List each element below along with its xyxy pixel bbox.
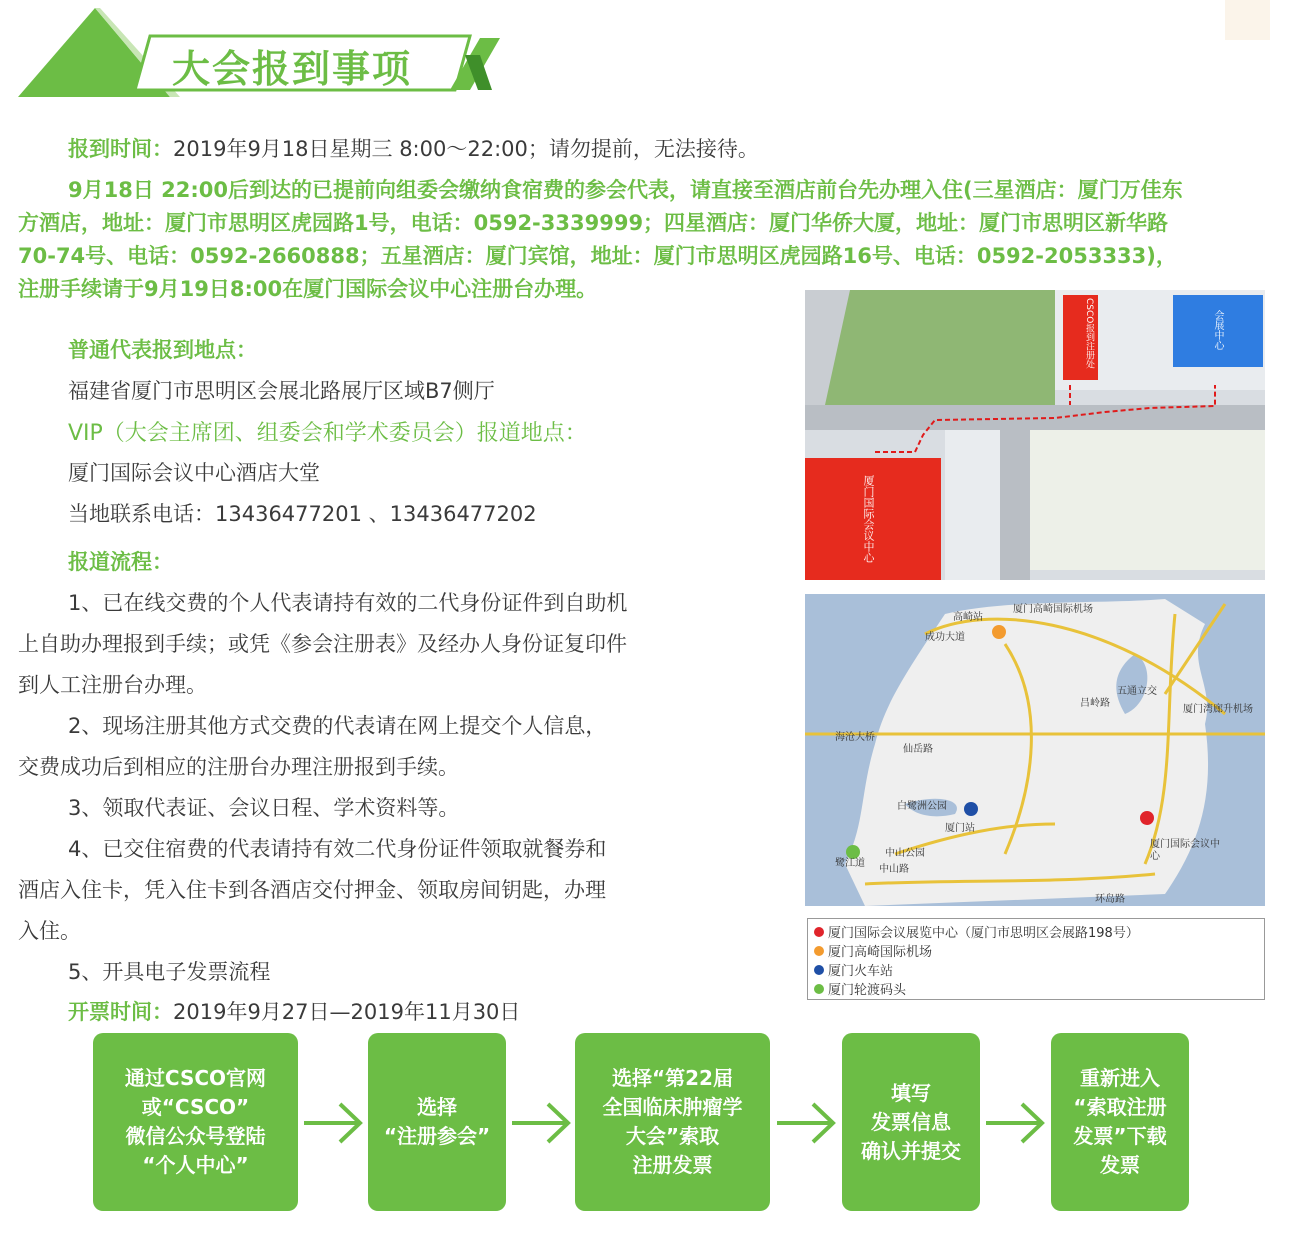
process-line: 交费成功后到相应的注册台办理注册报到手续。: [18, 755, 459, 779]
legend-text: 厦门国际会议展览中心（厦门市思明区会展路198号）: [828, 926, 1139, 941]
general-location-label: 普通代表报到地点：: [68, 338, 257, 362]
legend-text: 厦门高崎国际机场: [828, 945, 933, 960]
notice-line: 9月18日 22:00后到达的已提前向组委会缴纳食宿费的参会代表，请直接至酒店前台先办理入住(三星酒店：厦门万佳东: [68, 178, 1183, 202]
legend-dot-icon: [814, 946, 824, 956]
city-map-label: 中山路: [879, 864, 909, 875]
flow-step-text: 大会”索取: [625, 1124, 720, 1148]
corner-decoration: [1225, 0, 1270, 40]
legend-text: 厦门火车站: [828, 964, 894, 979]
general-location-address: 福建省厦门市思明区会展北路展厅区域B7侧厅: [68, 379, 495, 403]
flow-step-text: 选择: [416, 1095, 457, 1119]
flow-step-text: 通过CSCO官网: [124, 1066, 267, 1090]
flow-step-text: 发票信息: [871, 1109, 951, 1134]
city-map-label: 白鹭洲公园: [897, 801, 947, 812]
flow-step-request-invoice: [575, 1033, 770, 1211]
flow-step-text: 微信公众号登陆: [125, 1124, 266, 1148]
site-map-label: 厦门国际会议中心: [862, 475, 875, 563]
legend-dot-icon: [814, 965, 824, 975]
city-map-label: 厦门湾廊升机场: [1183, 704, 1253, 715]
flow-arrow-icon: [302, 1098, 364, 1148]
city-map-label: 高崎站: [953, 612, 983, 623]
page-title: 大会报到事项: [172, 47, 413, 91]
notice-line: 方酒店，地址：厦门市思明区虎园路1号，电话：0592-3339999；四星酒店：厦门华侨大厦，地址：厦门市思明区新华路: [18, 211, 1169, 235]
flow-step-text: 或“CSCO”: [141, 1095, 250, 1119]
flow-step-text: 注册发票: [632, 1153, 713, 1177]
flow-step-fill-info: [842, 1033, 980, 1211]
process-line: 酒店入住卡，凭入住卡到各酒店交付押金、领取房间钥匙，办理: [18, 878, 606, 902]
flow-step-text: “索取注册: [1073, 1095, 1167, 1119]
notice-line: 注册手续请于9月19日8:00在厦门国际会议中心注册台办理。: [18, 277, 598, 301]
flow-step-text: 发票”下载: [1073, 1124, 1167, 1148]
city-map-label: 鹭江道: [835, 858, 865, 869]
city-map-label: 厦门高崎国际机场: [1013, 604, 1093, 615]
invoice-time-label: 开票时间：: [68, 1000, 173, 1024]
process-line: 4、已交住宿费的代表请持有效二代身份证件领取就餐券和: [68, 837, 607, 861]
city-map-label: 环岛路: [1095, 894, 1125, 905]
flow-step-text: 填写: [891, 1080, 931, 1105]
map-legend: [807, 918, 1265, 1000]
invoice-time-value: 2019年9月27日—2019年11月30日: [173, 1000, 521, 1024]
flow-step-text: 确认并提交: [861, 1138, 961, 1163]
flow-step-text: 发票: [1100, 1153, 1140, 1177]
process-line: 1、已在线交费的个人代表请持有效的二代身份证件到自助机: [68, 591, 628, 615]
legend-item: [814, 922, 1139, 941]
process-line: 上自助办理报到手续；或凭《参会注册表》及经办人身份证复印件: [18, 632, 627, 656]
vip-location-address: 厦门国际会议中心酒店大堂: [68, 461, 320, 485]
city-map: [805, 594, 1265, 906]
legend-text: 厦门轮渡码头: [828, 983, 907, 998]
flow-step-text: 全国临床肿瘤学: [602, 1095, 743, 1119]
flow-step-text: 重新进入: [1080, 1066, 1160, 1090]
process-line: 5、开具电子发票流程: [68, 960, 271, 984]
report-time-value: 2019年9月18日星期三 8:00～22:00；请勿提前，无法接待。: [173, 137, 759, 161]
flow-step-register: [368, 1033, 506, 1211]
city-map-label: 厦门国际会议中心: [1150, 839, 1220, 862]
venue-site-map: [805, 290, 1265, 580]
flow-arrow-icon: [984, 1098, 1046, 1148]
city-map-label: 仙岳路: [903, 744, 933, 755]
flow-step-text: 选择“第22届: [612, 1066, 733, 1090]
flow-arrow-icon: [775, 1098, 837, 1148]
process-line: 到人工注册台办理。: [18, 673, 207, 697]
flow-step-download-invoice: [1051, 1033, 1189, 1211]
legend-item: [814, 941, 932, 960]
process-line: 入住。: [18, 919, 81, 943]
report-time-label: 报到时间：: [68, 137, 173, 161]
contact-phone: 当地联系电话：13436477201 、13436477202: [68, 502, 537, 526]
flow-step-text: “个人中心”: [142, 1153, 249, 1177]
site-map-label: CSCO报到注册处: [1084, 298, 1094, 369]
city-map-label: 五通立交: [1117, 686, 1157, 697]
city-map-label: 厦门站: [945, 823, 975, 834]
flow-step-text: “注册参会”: [383, 1124, 491, 1148]
process-label: 报道流程：: [68, 550, 173, 574]
city-map-label: 吕岭路: [1080, 698, 1110, 709]
flow-step-login: [93, 1033, 298, 1211]
legend-item: [814, 979, 906, 998]
invoice-time-line: [68, 996, 520, 1026]
legend-item: [814, 960, 893, 979]
flow-arrow-icon: [510, 1098, 572, 1148]
report-time-line: [68, 133, 759, 163]
site-map-label: 会展中心: [1212, 310, 1223, 350]
header-banner: [0, 0, 520, 100]
legend-dot-icon: [814, 984, 824, 994]
vip-location-label: VIP（大会主席团、组委会和学术委员会）报道地点：: [68, 421, 587, 446]
process-line: 3、领取代表证、会议日程、学术资料等。: [68, 796, 460, 820]
legend-dot-icon: [814, 927, 824, 937]
city-map-label: 海沧大桥: [835, 732, 875, 743]
process-line: 2、现场注册其他方式交费的代表请在网上提交个人信息，: [68, 714, 607, 738]
notice-line: 70-74号、电话：0592-2660888；五星酒店：厦门宾馆，地址：厦门市思明区虎园路16号、电话：0592-2053333)，: [18, 244, 1177, 268]
city-map-label: 中山公园: [885, 848, 925, 859]
city-map-label: 成功大道: [925, 632, 965, 643]
